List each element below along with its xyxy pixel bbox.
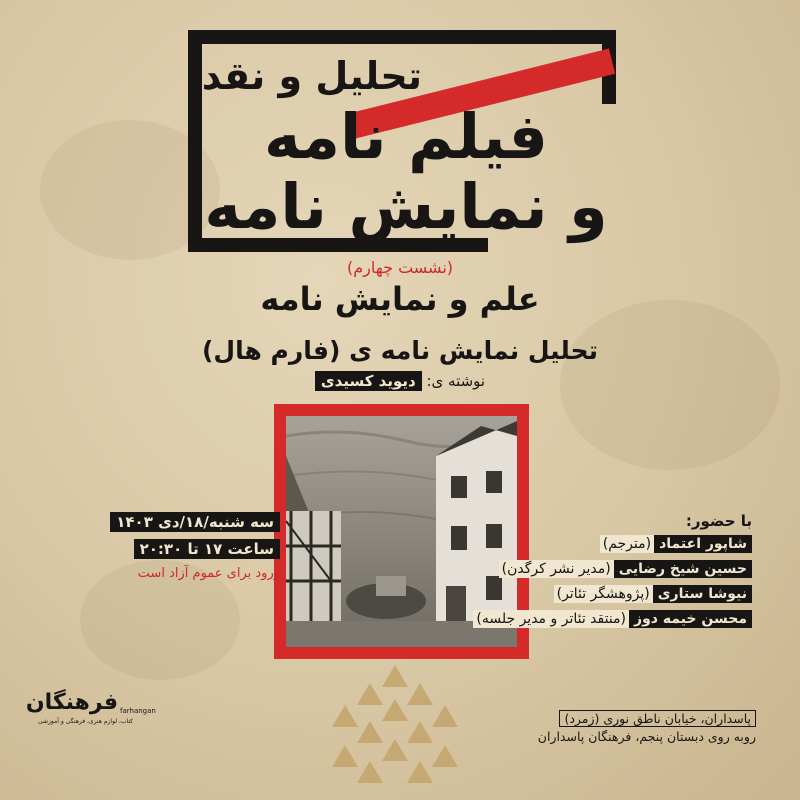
session-topic: علم و نمایش نامه (260, 280, 540, 318)
farhangan-logo (25, 690, 168, 730)
guest-item (501, 561, 752, 577)
address (486, 710, 756, 746)
guest-role: (مترجم) (600, 535, 654, 553)
title-frame-top (188, 30, 616, 44)
title-eyebrow: تحلیل و نقد (201, 54, 422, 98)
address-line-1: پاسداران، خیابان ناطق نوری (زمرد) (559, 710, 756, 727)
guest-role: (پژوهشگر تئاتر) (554, 585, 653, 603)
logo-tagline: کتاب، لوازم هنری، فرهنگی و آموزشی (38, 718, 134, 725)
event-time: ساعت ۱۷ تا ۲۰:۳۰ (134, 539, 280, 559)
author-row (300, 372, 500, 390)
guest-item (476, 611, 752, 627)
title-line-2: و نمایش نامه (204, 170, 608, 243)
paper-stain (560, 300, 780, 470)
title-line-1: فیلم نامه (264, 100, 548, 173)
guests-heading: با حضور: (685, 512, 752, 530)
logo-latin: farhangan (120, 707, 156, 715)
triangle-ornament-icon (330, 665, 460, 785)
guest-name: محسن خیمه دوز (629, 610, 752, 628)
play-analysis: تحلیل نمایش نامه ی (فارم هال) (202, 336, 598, 365)
event-date: سه شنبه/۱۸/دی ۱۴۰۳ (110, 512, 280, 532)
guest-name: نیوشا ستاری (653, 585, 752, 603)
event-info (110, 512, 280, 581)
session-label: (نشست چهارم) (346, 258, 454, 277)
guest-role: (مدیر نشر کرگدن) (499, 560, 614, 578)
guest-list (476, 512, 752, 636)
author-name: دیوید کسیدی (315, 371, 422, 391)
guest-item (520, 536, 752, 552)
guest-item (520, 586, 752, 602)
entry-note: ورود برای عموم آزاد است (137, 566, 280, 581)
author-prefix: نوشته ی: (426, 372, 486, 390)
address-line-2: روبه روی دبستان پنجم، فرهنگان پاسداران (537, 729, 756, 744)
logo-name: فرهنگان (25, 690, 118, 715)
guest-role: (منتقد تئاتر و مدیر جلسه) (473, 610, 629, 628)
guest-name: شاپور اعتماد (654, 535, 752, 553)
guest-name: حسین شیخ رضایی (614, 560, 752, 578)
